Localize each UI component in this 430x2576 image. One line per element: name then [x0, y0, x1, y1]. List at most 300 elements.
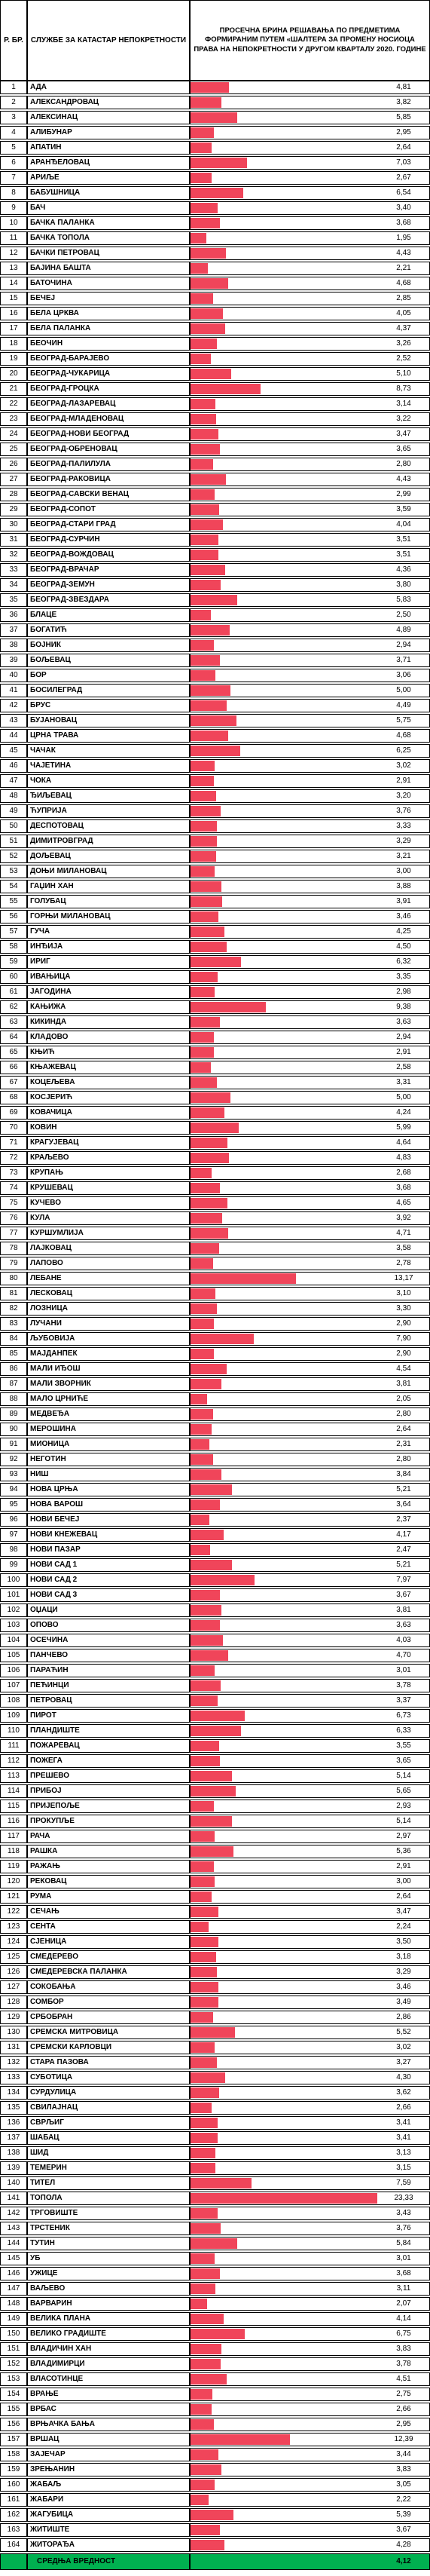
average-time-value: 2,94 [396, 1033, 411, 1041]
office-name: БЛАЦЕ [27, 608, 190, 622]
row-number: 99 [0, 1558, 27, 1572]
average-time-value: 3,46 [396, 912, 411, 920]
data-bar [191, 2464, 221, 2475]
value-cell [190, 322, 430, 335]
data-bar [191, 836, 217, 847]
average-time-value: 3,78 [396, 2360, 411, 2368]
row-number: 55 [0, 895, 27, 908]
table-row [0, 231, 430, 245]
table-row [0, 880, 430, 893]
table-row [0, 970, 430, 984]
row-number: 88 [0, 1392, 27, 1406]
average-time-value: 3,27 [396, 2058, 411, 2066]
office-name: СУБОТИЦА [27, 2071, 190, 2084]
average-time-value: 6,32 [396, 957, 411, 966]
average-time-value: 4,36 [396, 565, 411, 574]
average-time-value: 3,67 [396, 1591, 411, 1599]
table-row [0, 367, 430, 381]
average-time-value: 2,66 [396, 2103, 411, 2112]
table-row [0, 1558, 430, 1572]
value-cell [190, 1709, 430, 1723]
average-time-value: 7,59 [396, 2179, 411, 2187]
table-row [0, 1528, 430, 1542]
table-row [0, 2357, 430, 2371]
table-row [0, 2448, 430, 2461]
average-time-value: 5,99 [396, 1123, 411, 1132]
table-row [0, 1046, 430, 1059]
value-cell [190, 1392, 430, 1406]
data-bar [191, 1545, 210, 1555]
average-time-value: 3,71 [396, 656, 411, 664]
table-row [0, 1996, 430, 2009]
office-name: ПАНЧЕВО [27, 1649, 190, 1662]
value-cell [190, 729, 430, 743]
average-time-value: 2,97 [396, 1832, 411, 1840]
data-bar [191, 338, 217, 349]
value-cell [190, 2508, 430, 2522]
row-number: 145 [0, 2252, 27, 2265]
data-bar [191, 1499, 220, 1510]
office-name: МЕДВЕЂА [27, 1407, 190, 1421]
office-name: КОВИН [27, 1121, 190, 1135]
row-number: 28 [0, 488, 27, 501]
table-row [0, 1151, 430, 1165]
value-cell [190, 1332, 430, 1346]
average-time-value: 7,03 [396, 158, 411, 167]
office-name: ЧОКА [27, 774, 190, 788]
office-name: АЛЕКСИНАЦ [27, 111, 190, 124]
row-number: 60 [0, 970, 27, 984]
table-row [0, 2101, 430, 2115]
office-name: БАЧКА ТОПОЛА [27, 231, 190, 245]
value-cell [190, 1845, 430, 1858]
office-name: ВРШАЦ [27, 2433, 190, 2446]
data-bar [191, 248, 226, 259]
table-row [0, 126, 430, 139]
office-name: СУРДУЛИЦА [27, 2086, 190, 2100]
value-cell [190, 2207, 430, 2220]
office-name: ЗРЕЊАНИН [27, 2463, 190, 2476]
table-row [0, 473, 430, 486]
table-row [0, 1800, 430, 1813]
office-name: ЖАГУБИЦА [27, 2508, 190, 2522]
office-name: ЖАБАЉ [27, 2478, 190, 2492]
office-name: ВРБАС [27, 2403, 190, 2416]
total-value-cell [190, 2553, 430, 2570]
data-bar [191, 1680, 221, 1691]
office-name: ЦРНА ТРАВА [27, 729, 190, 743]
office-name: БРУС [27, 699, 190, 712]
table-row [0, 1181, 430, 1195]
data-bar [191, 1876, 215, 1887]
table-row [0, 1905, 430, 1919]
office-name: ИНЂИЈА [27, 940, 190, 954]
total-value: 4,12 [396, 2557, 411, 2565]
data-bar [191, 1168, 212, 1178]
value-cell [190, 1438, 430, 1451]
office-name: ПИРОТ [27, 1709, 190, 1723]
row-number: 138 [0, 2146, 27, 2160]
table-row [0, 1603, 430, 1617]
average-time-value: 2,24 [396, 1922, 411, 1931]
row-number: 134 [0, 2086, 27, 2100]
table-row [0, 850, 430, 863]
row-number: 76 [0, 1211, 27, 1225]
table-row [0, 2463, 430, 2476]
table-row [0, 518, 430, 531]
row-number: 4 [0, 126, 27, 139]
row-number: 128 [0, 1996, 27, 2009]
table-row [0, 322, 430, 335]
row-number: 122 [0, 1905, 27, 1919]
row-number: 144 [0, 2237, 27, 2250]
office-name: СМЕДЕРЕВО [27, 1950, 190, 1964]
data-bar [191, 1288, 215, 1299]
value-cell [190, 1242, 430, 1255]
value-cell [190, 1754, 430, 1768]
office-name: БЕОГРАД-ЧУКАРИЦА [27, 367, 190, 381]
data-bar [191, 655, 220, 666]
row-number: 31 [0, 533, 27, 547]
value-cell [190, 880, 430, 893]
average-time-value: 3,91 [396, 897, 411, 905]
table-row [0, 307, 430, 320]
value-cell [190, 2192, 430, 2205]
data-bar [191, 1771, 232, 1781]
office-name: СОКОБАЊА [27, 1980, 190, 1994]
office-name: БАЧ [27, 201, 190, 215]
value-cell [190, 2176, 430, 2190]
row-number: 47 [0, 774, 27, 788]
value-cell [190, 578, 430, 592]
average-time-value: 5,84 [396, 2239, 411, 2247]
data-bar [191, 2253, 215, 2264]
table-row [0, 1588, 430, 1602]
row-number: 162 [0, 2508, 27, 2522]
row-number: 93 [0, 1468, 27, 1481]
value-cell [190, 2297, 430, 2311]
value-cell [190, 714, 430, 727]
value-cell [190, 669, 430, 682]
value-cell [190, 2101, 430, 2115]
office-name: ДЕСПОТОВАЦ [27, 819, 190, 833]
table-row [0, 940, 430, 954]
office-name: КОЦЕЉЕВА [27, 1076, 190, 1089]
table-row [0, 247, 430, 260]
office-name: КИКИНДА [27, 1015, 190, 1029]
table-row [0, 639, 430, 652]
row-number: 123 [0, 1920, 27, 1934]
data-bar [191, 640, 214, 651]
office-name: ПОЖАРЕВАЦ [27, 1739, 190, 1753]
row-number: 40 [0, 669, 27, 682]
data-bar [191, 173, 212, 183]
data-bar [191, 1922, 209, 1932]
average-time-value: 3,82 [396, 98, 411, 106]
office-name: БЕОГРАД-СОПОТ [27, 503, 190, 516]
value-cell [190, 1498, 430, 1512]
value-cell [190, 1649, 430, 1662]
value-cell [190, 2252, 430, 2265]
data-bar [191, 2419, 214, 2430]
value-cell [190, 458, 430, 471]
average-time-value: 6,75 [396, 2329, 411, 2338]
average-time-value: 13,17 [394, 1274, 413, 1282]
table-row [0, 1061, 430, 1074]
table-row [0, 1573, 430, 1587]
value-cell [190, 1257, 430, 1270]
table-row [0, 623, 430, 637]
data-bar [191, 2283, 215, 2294]
average-time-value: 4,30 [396, 2073, 411, 2081]
data-bar [191, 2359, 221, 2369]
data-bar [191, 2178, 252, 2189]
table-row [0, 141, 430, 155]
table-row [0, 1242, 430, 1255]
average-time-value: 2,52 [396, 354, 411, 363]
value-cell [190, 895, 430, 908]
row-number: 51 [0, 835, 27, 848]
row-number: 130 [0, 2026, 27, 2039]
average-time-value: 3,15 [396, 2164, 411, 2172]
average-time-value: 4,28 [396, 2541, 411, 2549]
office-name: ПЛАНДИШТЕ [27, 1724, 190, 1738]
value-cell [190, 1061, 430, 1074]
average-time-value: 3,33 [396, 822, 411, 830]
value-cell [190, 2131, 430, 2145]
row-number: 94 [0, 1483, 27, 1496]
row-number: 136 [0, 2116, 27, 2130]
value-cell [190, 699, 430, 712]
office-name: БЕОГРАД-ЛАЗАРЕВАЦ [27, 397, 190, 411]
data-bar [191, 188, 243, 198]
value-cell [190, 1558, 430, 1572]
value-cell [190, 970, 430, 984]
average-time-value: 4,54 [396, 1365, 411, 1373]
table-row [0, 563, 430, 577]
table-row [0, 759, 430, 773]
value-cell [190, 819, 430, 833]
data-bar [191, 504, 219, 515]
row-number: 118 [0, 1845, 27, 1858]
office-name: БЕОГРАД-САВСКИ ВЕНАЦ [27, 488, 190, 501]
data-bar [191, 1047, 214, 1058]
table-row [0, 352, 430, 366]
value-cell [190, 1784, 430, 1798]
data-bar [191, 1575, 255, 1585]
value-cell [190, 443, 430, 456]
data-bar [191, 354, 211, 364]
average-time-value: 2,64 [396, 1892, 411, 1901]
data-bar [191, 2540, 224, 2550]
row-number: 85 [0, 1347, 27, 1361]
table-row [0, 1950, 430, 1964]
row-number: 114 [0, 1784, 27, 1798]
data-bar [191, 1183, 220, 1193]
value-cell [190, 262, 430, 275]
value-cell [190, 1211, 430, 1225]
office-name: АРАНЂЕЛОВАЦ [27, 156, 190, 170]
table-row [0, 1815, 430, 1828]
average-time-value: 2,37 [396, 1515, 411, 1524]
header-average-time: ПРОСЕЧНА БРИНА РЕШАВАЊА ПО ПРЕДМЕТИМА ФОРМИРАНИМ ПУТЕМ «ШАЛТЕРА ЗА ПРОМЕНУ НОСИОЦА ПРАВА НА НЕПОКРЕТНОСТИ У ДРУГОМ КВАРТАЛУ 2020. ГОДИНЕ [190, 0, 430, 81]
table-row [0, 412, 430, 426]
row-number: 20 [0, 367, 27, 381]
average-time-value: 7,97 [396, 1576, 411, 1584]
value-cell [190, 2388, 430, 2401]
value-cell [190, 427, 430, 441]
data-bar [191, 2072, 225, 2083]
average-time-value: 3,51 [396, 535, 411, 544]
data-bar [191, 1846, 233, 1857]
data-bar [191, 1530, 224, 1540]
value-cell [190, 608, 430, 622]
row-number: 33 [0, 563, 27, 577]
average-time-value: 4,05 [396, 309, 411, 317]
table-row [0, 2478, 430, 2492]
average-time-value: 5,83 [396, 596, 411, 604]
office-name: ЛУЧАНИ [27, 1317, 190, 1331]
table-row [0, 2056, 430, 2069]
data-bar [191, 399, 215, 409]
office-name: БЕЛА ПАЛАНКА [27, 322, 190, 335]
row-number: 90 [0, 1423, 27, 1436]
value-cell [190, 940, 430, 954]
value-cell [190, 292, 430, 305]
data-bar [191, 670, 215, 681]
office-name: КУРШУМЛИЈА [27, 1227, 190, 1240]
value-cell [190, 1769, 430, 1783]
row-number: 61 [0, 985, 27, 999]
value-cell [190, 1091, 430, 1104]
value-cell [190, 1272, 430, 1285]
table-row [0, 2342, 430, 2356]
row-number: 38 [0, 639, 27, 652]
table-row [0, 548, 430, 562]
average-time-value: 3,49 [396, 1998, 411, 2006]
data-bar [191, 911, 218, 922]
office-name: КЊАЖЕВАЦ [27, 1061, 190, 1074]
table-row [0, 2508, 430, 2522]
average-time-value: 7,90 [396, 1334, 411, 1343]
average-time-value: 2,91 [396, 1048, 411, 1056]
row-number: 151 [0, 2342, 27, 2356]
value-cell [190, 1890, 430, 1904]
row-number: 41 [0, 684, 27, 697]
value-cell [190, 1377, 430, 1391]
data-bar [191, 1424, 212, 1435]
office-name: СВИЛАЈНАЦ [27, 2101, 190, 2115]
table-row [0, 2207, 430, 2220]
average-time-value: 3,76 [396, 807, 411, 815]
data-bar [191, 1258, 213, 1269]
table-row [0, 1136, 430, 1150]
data-bar [191, 942, 227, 952]
office-name: РЕКОВАЦ [27, 1875, 190, 1888]
data-bar [191, 1469, 221, 1480]
value-cell [190, 1905, 430, 1919]
data-bar [191, 2510, 233, 2520]
data-bar [191, 761, 215, 771]
table-row [0, 2131, 430, 2145]
average-time-value: 3,47 [396, 1907, 411, 1916]
office-name: ОЏАЦИ [27, 1603, 190, 1617]
office-name: БЕОГРАД-НОВИ БЕОГРАД [27, 427, 190, 441]
office-name: СРЕМСКА МИТРОВИЦА [27, 2026, 190, 2039]
row-number: 109 [0, 1709, 27, 1723]
office-name: ДОЊИ МИЛАНОВАЦ [27, 865, 190, 878]
average-time-value: 3,18 [396, 1953, 411, 1961]
row-number: 53 [0, 865, 27, 878]
table-row [0, 2538, 430, 2552]
data-bar [191, 369, 231, 379]
data-bar [191, 2299, 207, 2309]
data-bar [191, 2344, 221, 2354]
row-number: 30 [0, 518, 27, 531]
value-cell [190, 352, 430, 366]
office-name: ВАЉЕВО [27, 2282, 190, 2296]
data-bar [191, 1952, 216, 1962]
data-bar [191, 580, 221, 590]
row-number: 14 [0, 277, 27, 290]
average-time-value: 3,51 [396, 550, 411, 559]
value-cell [190, 1543, 430, 1557]
table-row [0, 819, 430, 833]
data-bar [191, 1891, 212, 1902]
value-cell [190, 1860, 430, 1873]
table-row [0, 201, 430, 215]
value-cell [190, 1920, 430, 1934]
table-row [0, 2026, 430, 2039]
office-name: БОГАТИЋ [27, 623, 190, 637]
office-name: БАТОЧИНА [27, 277, 190, 290]
total-label: СРЕДЊА ВРЕДНОСТ [27, 2553, 190, 2570]
row-number: 46 [0, 759, 27, 773]
office-name: АЛЕКСАНДРОВАЦ [27, 96, 190, 109]
row-number: 44 [0, 729, 27, 743]
value-cell [190, 1362, 430, 1376]
row-number: 36 [0, 608, 27, 622]
row-number: 74 [0, 1181, 27, 1195]
data-bar [191, 1605, 221, 1616]
table-row [0, 1423, 430, 1436]
value-cell [190, 96, 430, 109]
row-number: 13 [0, 262, 27, 275]
value-cell [190, 2538, 430, 2552]
row-number: 78 [0, 1242, 27, 1255]
office-name: ТРГОВИШТЕ [27, 2207, 190, 2220]
value-cell [190, 2071, 430, 2084]
data-bar [191, 127, 214, 138]
data-bar [191, 1439, 209, 1450]
row-number: 71 [0, 1136, 27, 1150]
office-name: ЛЕБАНЕ [27, 1272, 190, 1285]
office-name: ВЛАСОТИНЦЕ [27, 2372, 190, 2386]
data-bar [191, 429, 218, 440]
value-cell [190, 1468, 430, 1481]
value-cell [190, 1694, 430, 1708]
value-cell [190, 201, 430, 215]
average-time-value: 2,93 [396, 1802, 411, 1810]
average-time-value: 4,70 [396, 1651, 411, 1659]
table-row [0, 81, 430, 94]
data-bar [191, 97, 221, 108]
data-bar [191, 685, 230, 696]
row-number: 140 [0, 2176, 27, 2190]
table-row [0, 1347, 430, 1361]
row-number: 67 [0, 1076, 27, 1089]
table-row [0, 156, 430, 170]
